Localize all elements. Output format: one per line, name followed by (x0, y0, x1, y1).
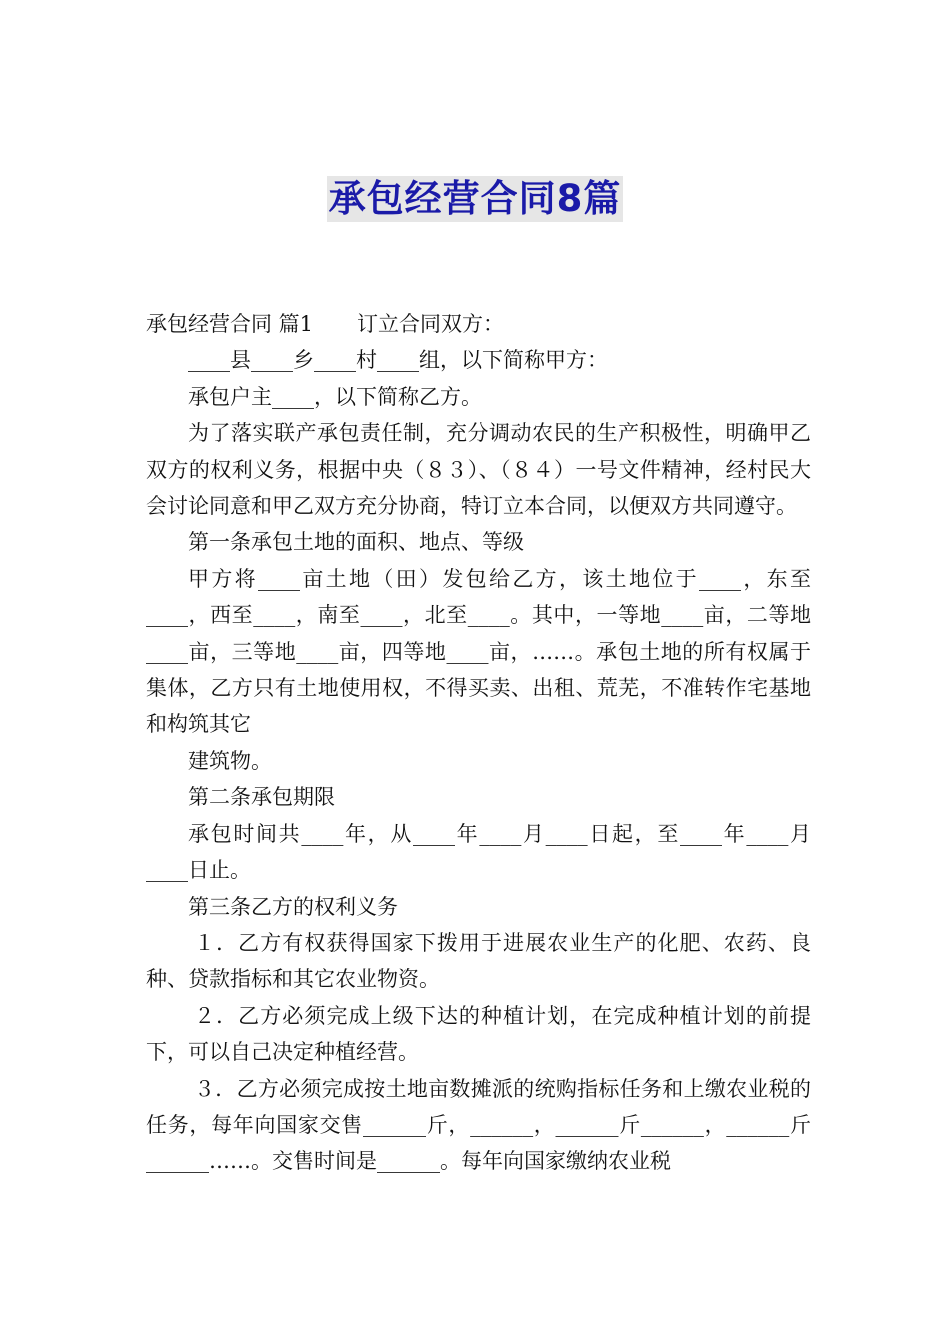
title-container (0, 176, 950, 222)
article-1-continuation: 建筑物。 (188, 748, 272, 773)
intro-line (146, 306, 811, 342)
article-2-heading: 第二条承包期限 (188, 785, 335, 810)
document-title: 承包经营合同8篇 (328, 177, 622, 220)
article-1-body: 甲方将____亩土地（田）发包给乙方，该土地位于____，东至____，西至____，南至____，北至____。其中，一等地____亩，二等地____亩，三等地____亩，四等地____亩，……。承包土地的所有权属于集体，乙方只有土地使用权，不得买卖、出租、荒芜，不准转作宅基地和构筑其它 (146, 566, 811, 737)
article-1-heading: 第一条承包土地的面积、地点、等级 (188, 530, 524, 555)
article-2-body: 承包时间共____年，从____年____月____日起，至____年____月____日止。 (146, 821, 811, 883)
paragraph-party-a: ____县____乡____村____组，以下简称甲方： (188, 348, 608, 373)
document-body (146, 306, 811, 1180)
paragraph-party-b: 承包户主____，以下简称乙方。 (188, 384, 482, 409)
article-3-item-3: ３．乙方必须完成按土地亩数摊派的统购指标任务和上缴农业税的任务，每年向国家交售______斤，______，______斤______，______斤______……。交售时间是______。每年向国家缴纳农业税 (146, 1076, 811, 1174)
article-3-item-1: １．乙方有权获得国家下拨用于进展农业生产的化肥、农药、良种、贷款指标和其它农业物资。 (146, 930, 811, 992)
paragraph-preamble: 为了落实联产承包责任制，充分调动农民的生产积极性，明确甲乙双方的权利义务，根据中央（８３）、（８４）一号文件精神，经村民大会讨论同意和甲乙双方充分协商，特订立本合同，以便双方共同遵守。 (146, 421, 811, 519)
article-3-item-2: ２．乙方必须完成上级下达的种植计划，在完成种植计划的前提下，可以自己决定种植经营。 (146, 1003, 811, 1065)
contract-parties-label: 订立合同双方： (357, 312, 505, 336)
article-3-heading: 第三条乙方的权利义务 (188, 894, 398, 919)
contract-heading: 承包经营合同 篇1 (146, 312, 314, 336)
